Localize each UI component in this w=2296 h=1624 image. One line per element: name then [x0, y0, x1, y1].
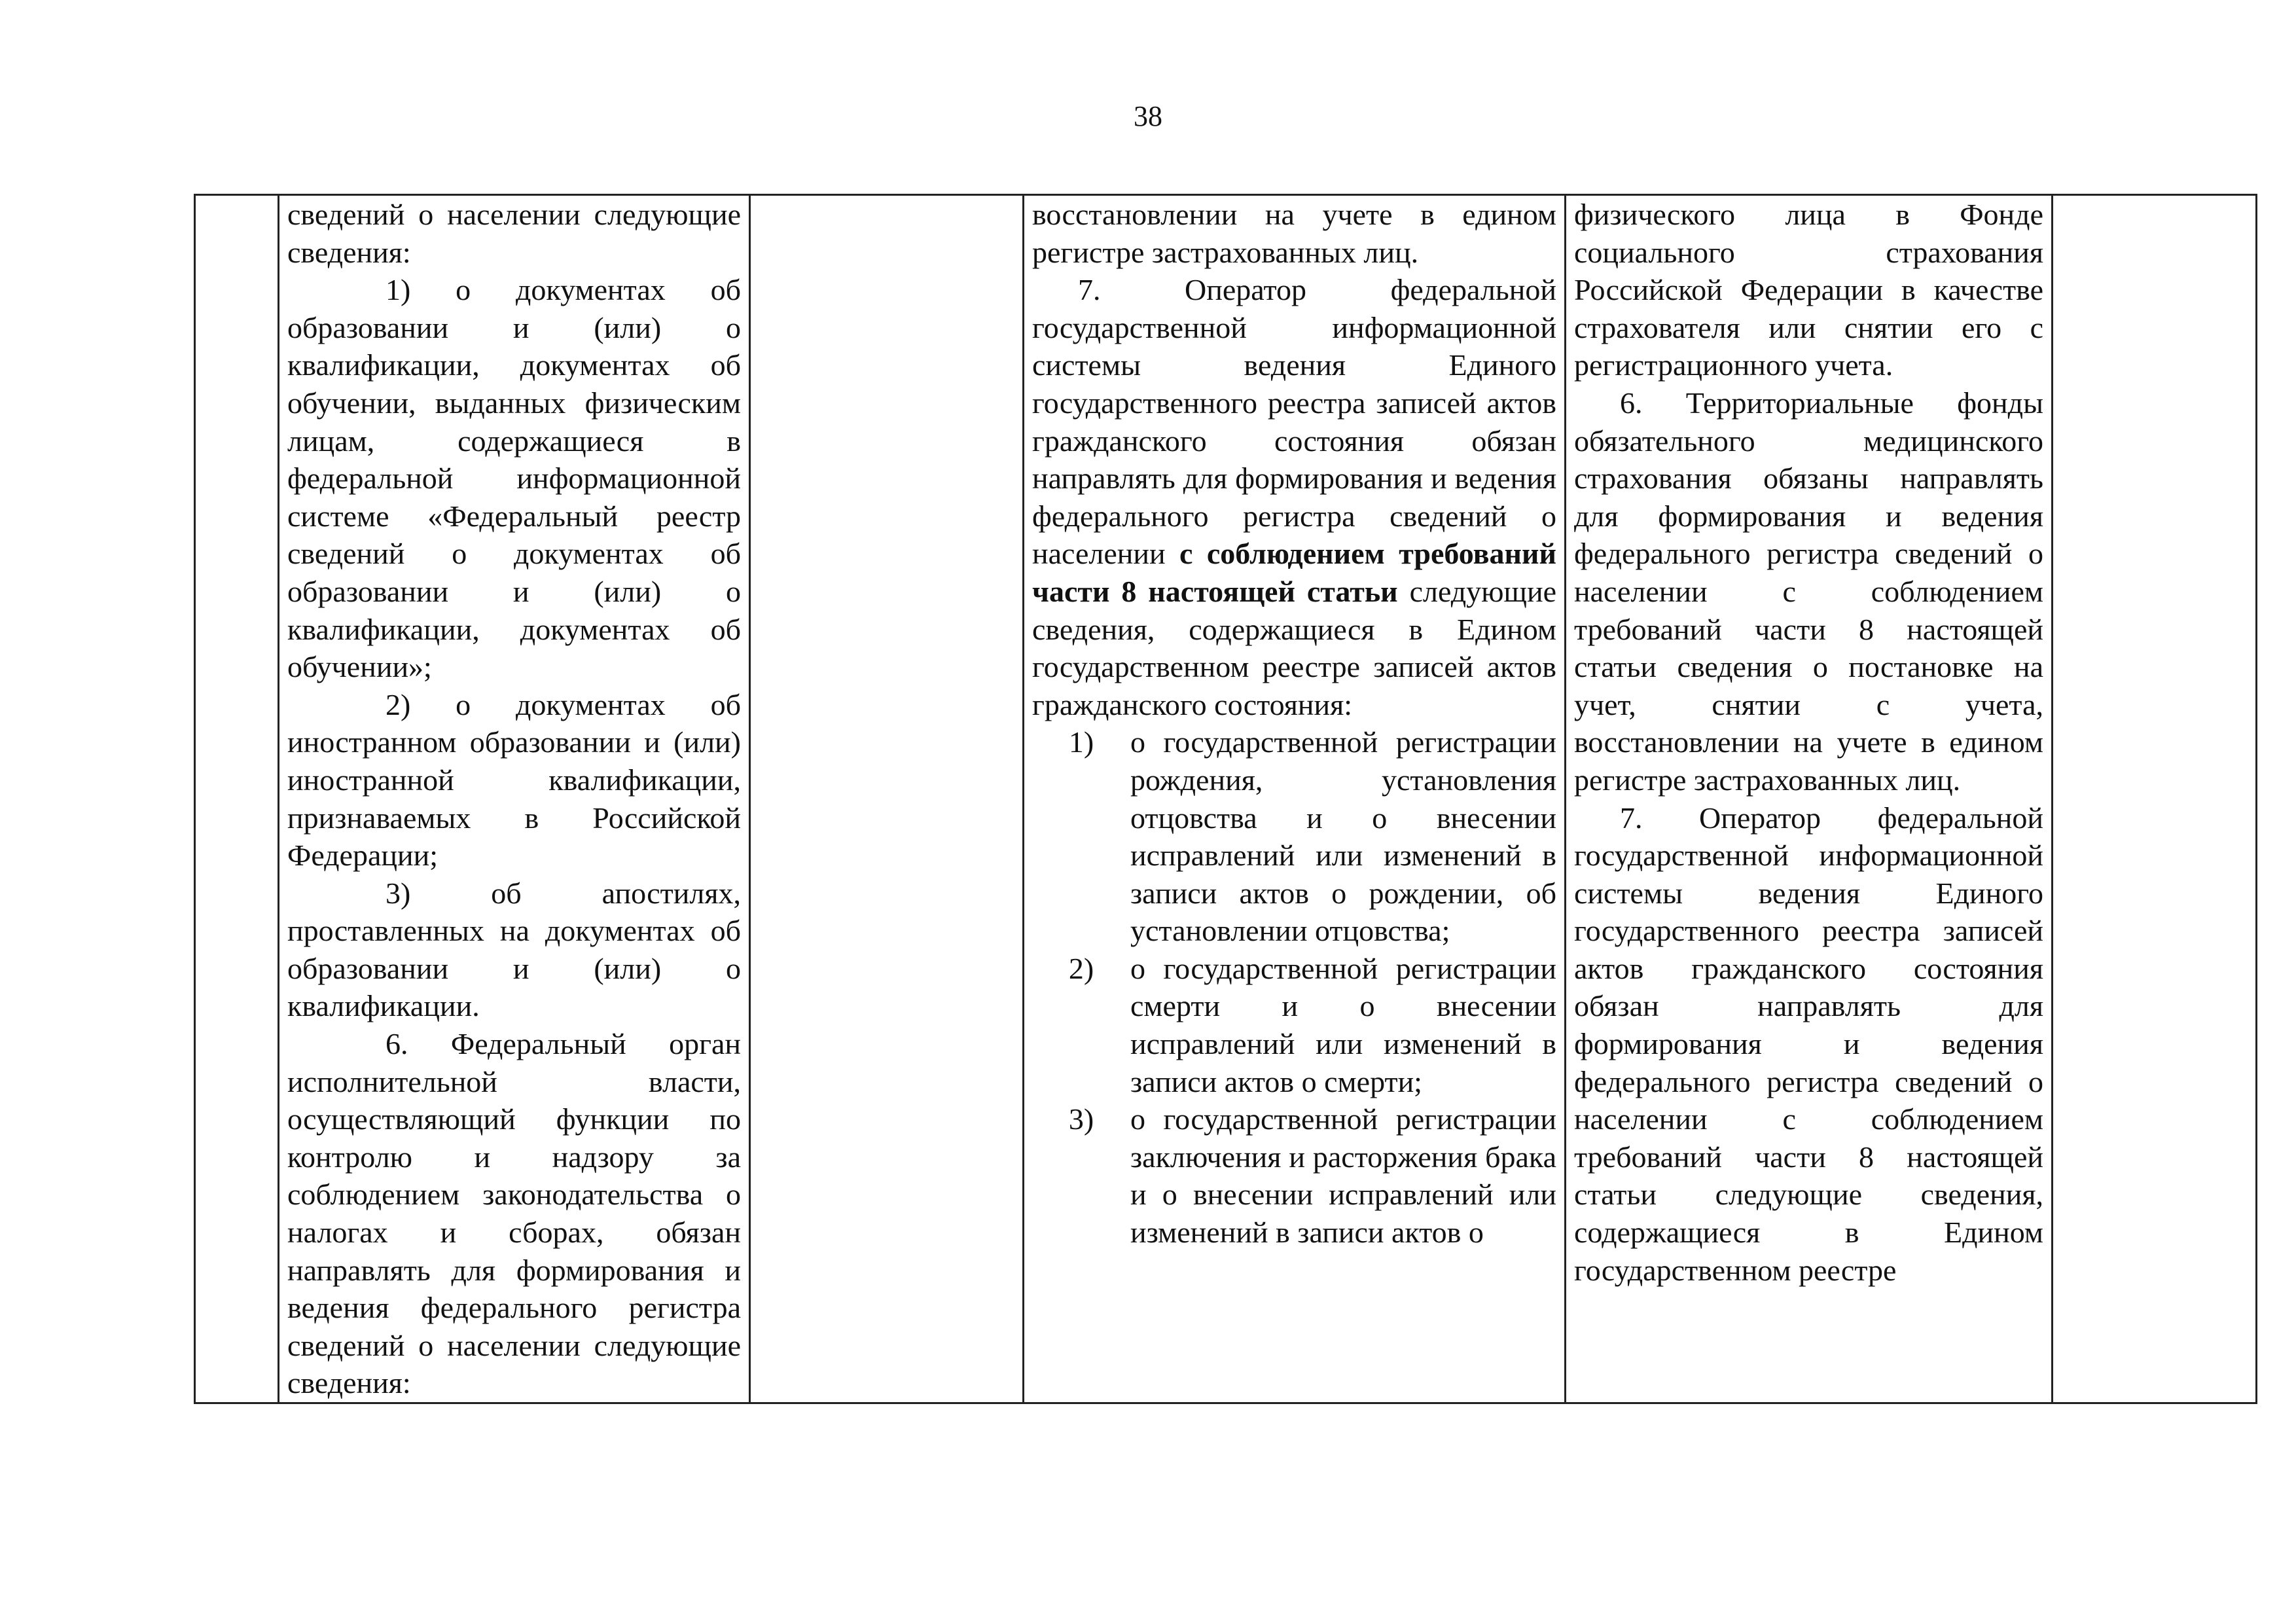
- list-item-text: о государственной регистрации рождения, установления отцовства и о внесении исправлений или изменений в записи актов о рождении, об установлении отцовства;: [1130, 725, 1556, 948]
- table-cell-col6: [2053, 195, 2257, 1403]
- table-cell-col2: [279, 195, 750, 1403]
- paragraph: 1) о документах об образовании и (или) о квалификации, документах об обучении, выданных физическим лицам, содержащиеся в федеральной информационной системе «Федеральный реестр сведений о документах об образовании и (или) о квалификации, документах об обучении»;: [287, 273, 741, 684]
- list-item-number: 2): [1068, 951, 1094, 985]
- paragraph: 7. Оператор федеральной государственной информационной системы ведения Единого государственного реестра записей актов гражданского состояния обязан направлять для формирования и ведения федерального регистра сведений о населении с соблюдением требований части 8 настоящей статьи следующие сведения, содержащиеся в Едином государственном реестре: [1574, 801, 2043, 1287]
- paragraph: [1032, 271, 1556, 723]
- table-row: [195, 195, 2257, 1403]
- list-item-number: 1): [1068, 725, 1094, 759]
- list-item-text: о государственной регистрации заключения и расторжения брака и о внесении исправлений или изменений в записи актов о: [1130, 1102, 1556, 1250]
- paragraph: восстановлении на учете в едином регистре застрахованных лиц.: [1032, 198, 1556, 269]
- list-item: [1032, 723, 1556, 950]
- paragraph: 6. Территориальные фонды обязательного медицинского страхования обязаны направлять для формирования и ведения федерального регистра сведений о населении с соблюдением требований части 8 настоящей статьи сведения о постановке на учет, снятии с учета, восстановлении на учете в едином регистре застрахованных лиц.: [1574, 386, 2043, 797]
- comparison-table: [194, 194, 2257, 1404]
- page-number: 38: [1134, 100, 1162, 132]
- list-item-text: о государственной регистрации смерти и о внесении исправлений или изменений в записи актов о смерти;: [1130, 951, 1556, 1098]
- paragraph: 2) о документах об иностранном образовании и (или) иностранной квалификации, признаваемых в Российской Федерации;: [287, 687, 741, 873]
- table-cell-col1: [195, 195, 279, 1403]
- table-cell-col5: [1566, 195, 2053, 1403]
- paragraph-text: следующие сведения, содержащиеся в Едином государственном реестре записей актов гражданского состояния:: [1032, 574, 1556, 721]
- table-cell-col3: [750, 195, 1024, 1403]
- paragraph: 3) об апостилях, проставленных на документах об образовании и (или) о квалификации.: [287, 876, 741, 1023]
- list-item: [1032, 950, 1556, 1100]
- table-cell-col4: [1024, 195, 1566, 1403]
- list-item: [1032, 1100, 1556, 1251]
- paragraph: сведений о населении следующие сведения:: [287, 198, 741, 269]
- bold-amendment-text: с соблюдением требований части 8 настоящей статьи: [1032, 537, 1556, 608]
- paragraph: 6. Федеральный орган исполнительной власти, осуществляющий функции по контролю и надзору за соблюдением законодательства о налогах и сборах, обязан направлять для формирования и ведения федерального регистра сведений о населении следующие сведения:: [287, 1027, 741, 1400]
- paragraph-text: 7. Оператор федеральной государственной информационной системы ведения Единого государственного реестра записей актов гражданского состояния обязан направлять для формирования и ведения федерального регистра сведений о населении: [1032, 273, 1556, 571]
- paragraph: физического лица в Фонде социального страхования Российской Федерации в качестве страхователя или снятии его с регистрационного учета.: [1574, 198, 2043, 382]
- list-item-number: 3): [1068, 1102, 1094, 1136]
